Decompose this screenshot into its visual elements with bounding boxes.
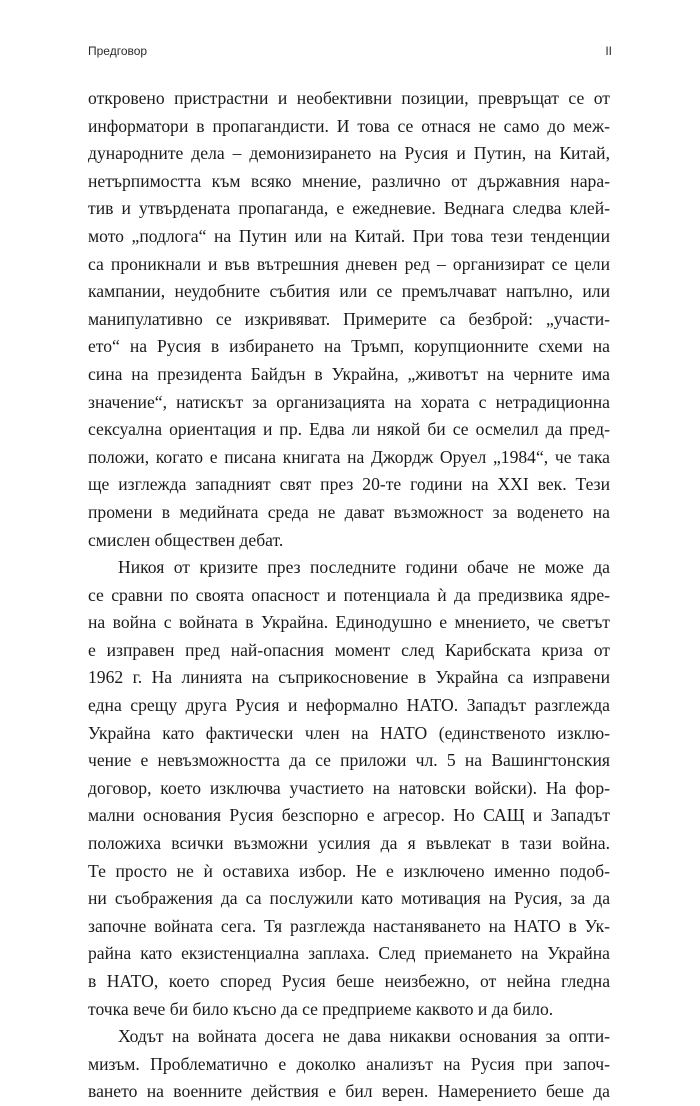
text-line: Никоя от кризите през последните години обаче не може да	[118, 557, 610, 578]
text-line: кампании, неудобните събития или се премълчават напълно, или	[88, 281, 610, 302]
text-line: сексуална ориентация и пр. Едва ли някой би се осмелил да пред-	[88, 419, 610, 440]
text-line: договор, което изключва участието на натовски войски). На фор-	[88, 777, 610, 798]
text-line: точка вече би било късно да се предприеме каквото и да било.	[88, 998, 554, 1019]
text-line: мизъм. Проблематично е доколко анализът на Русия при започ-	[88, 1053, 610, 1074]
text-line: на война с войната в Украйна. Единодушно е мнението, че светът	[88, 612, 610, 633]
text-line: 1962 г. На линията на съприкосновение в Украйна са изправени	[88, 667, 610, 688]
text-line: информатори в пропагандисти. И това се отнася не само до меж-	[88, 115, 610, 136]
text-line: ването на военните действия е бил верен. Намерението беше да	[88, 1081, 610, 1102]
text-line: е изправен пред най-опасния момент след Карибската криза от	[88, 639, 610, 660]
text-line: ни съображения да са послужили като мотивация на Русия, за да	[88, 888, 610, 909]
text-line: ще изглежда западният свят през 20-те години на XXI век. Тези	[88, 474, 610, 495]
paragraph-3	[88, 1023, 610, 1106]
text-line: се сравни по своята опасност и потенциала ѝ да предизвика ядре-	[88, 584, 610, 605]
text-line: райна като екзистенциална заплаха. След приемането на Украйна	[88, 943, 610, 964]
text-line: чение е невъзможността да се приложи чл. 5 на Вашингтонския	[88, 750, 610, 771]
text-line: откровено пристрастни и необективни позиции, превръщат се от	[88, 88, 610, 108]
text-line: Те просто не ѝ оставиха избор. Не е изключено именно подоб-	[88, 860, 610, 881]
text-line: сина на президента Байдън в Украйна, „животът на черните има	[88, 363, 610, 384]
text-line: започне войната сега. Тя разглежда настаняването на НАТО в Ук-	[88, 915, 610, 936]
text-line: положиха всички възможни усилия да я въвлекат в тази война.	[88, 833, 610, 854]
text-line: смислен обществен дебат.	[88, 529, 284, 550]
text-line: положи, когато е писана книгата на Джордж Оруел „1984“, че така	[88, 446, 610, 467]
text-line: са проникнали и във вътрешния дневен ред – организират се цели	[88, 253, 610, 274]
text-line: в НАТО, което според Русия беше неизбежно, от нейна гледна	[88, 971, 610, 991]
paragraph-1	[88, 85, 610, 554]
page-number: II	[605, 44, 612, 58]
text-line: Украйна като фактически член на НАТО (единственото изклю-	[88, 722, 610, 743]
body-text	[88, 85, 610, 1106]
running-head-title: Предговор	[88, 44, 148, 58]
text-line: мални основания Русия безспорно е агресор. Но САЩ и Западът	[88, 805, 610, 826]
text-line: Ходът на войната досега не дава никакви основания за опти-	[118, 1026, 610, 1047]
text-line: една срещу друга Русия и неформално НАТО. Западът разглежда	[88, 695, 610, 716]
text-line: мото „подлога“ на Путин или на Китай. При това тези тенденции	[88, 225, 610, 246]
text-line: нетърпимостта към всяко мнение, различно от държавния нара-	[88, 170, 610, 191]
text-line: ето“ на Русия в избирането на Тръмп, корупционните схеми на	[88, 336, 610, 357]
text-line: манипулативно се изкривяват. Примерите са безброй: „участи-	[88, 308, 610, 329]
running-head	[88, 44, 612, 62]
text-line: тив и утвърдената пропаганда, е ежедневие. Веднага следва клей-	[88, 198, 610, 219]
text-line: значение“, натискът за организацията на хората с нетрадиционна	[88, 391, 610, 412]
text-line: дународните дела – демонизирането на Русия и Путин, на Китай,	[88, 143, 610, 164]
paragraph-2	[88, 554, 610, 1023]
text-line: промени в медийната среда не дават възможност за воденето на	[88, 501, 610, 522]
